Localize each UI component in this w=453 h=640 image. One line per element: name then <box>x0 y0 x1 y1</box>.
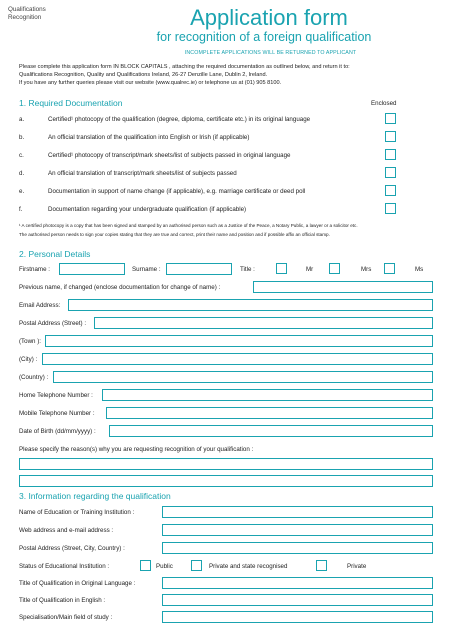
item-a-letter: a. <box>19 116 25 123</box>
status-public-label: Public <box>156 563 173 570</box>
org-line-2: Recognition <box>8 14 42 21</box>
item-d-checkbox[interactable] <box>385 167 396 178</box>
title-mr-checkbox[interactable] <box>276 263 287 274</box>
surname-field[interactable] <box>166 263 232 275</box>
town-field[interactable] <box>45 335 433 347</box>
footnote-2: The authorised person needs to sign your copies stating that they are true and correct, print their name and position and if possible affix an official stamp. <box>19 232 330 237</box>
dob-label: Date of Birth (dd/mm/yyyy) : <box>19 428 96 435</box>
item-b-checkbox[interactable] <box>385 131 396 142</box>
form-title-block <box>0 7 453 45</box>
institution-postal-field[interactable] <box>162 542 433 554</box>
item-f-text: Documentation regarding your undergraduate qualification (if applicable) <box>48 206 247 213</box>
status-private-label: Private <box>347 563 367 570</box>
mobile-phone-field[interactable] <box>106 407 433 419</box>
enclosed-label: Enclosed <box>371 100 397 107</box>
town-label: (Town ): <box>19 338 42 345</box>
email-label: Email Address: <box>19 302 61 309</box>
intro-line-1: Please complete this application form IN BLOCK CAPITALS , attaching the required documentation as outlined below, and return it to: <box>19 64 350 70</box>
reasons-label: Please specify the reason(s) why you are requesting recognition of your qualification : <box>19 446 254 453</box>
title-mr-label: Mr <box>306 266 314 273</box>
country-label: (Country) : <box>19 374 49 381</box>
incomplete-warning: INCOMPLETE APPLICATIONS WILL BE RETURNED TO APPLICANT <box>184 50 357 56</box>
mobile-phone-label: Mobile Telephone Number : <box>19 410 95 417</box>
item-c-text: Certified¹ photocopy of transcript/mark sheets/list of subjects passed in original language <box>48 152 291 159</box>
item-c-letter: c. <box>19 152 24 159</box>
postal-street-label: Postal Address (Street) : <box>19 320 87 327</box>
section-3-title: 3. Information regarding the qualification <box>19 491 171 501</box>
intro-text <box>19 63 439 87</box>
item-e-checkbox[interactable] <box>385 185 396 196</box>
title-english-label: Title of Qualification in English : <box>19 597 106 604</box>
title-mrs-label: Mrs <box>361 266 372 273</box>
reasons-field-2[interactable] <box>19 475 433 487</box>
status-label: Status of Educational Institution : <box>19 563 110 570</box>
specialisation-label: Specialisation/Main field of study : <box>19 614 113 621</box>
status-private-state-label: Private and state recognised <box>209 563 288 570</box>
footnote-1: ¹ A certified photocopy is a copy that has been signed and stamped by an authorised person such as a Justice of the Peace, a Notary Public, a lawyer or a solicitor etc. <box>19 223 358 228</box>
specialisation-field[interactable] <box>162 611 433 623</box>
status-private-state-checkbox[interactable] <box>191 560 202 571</box>
institution-field[interactable] <box>162 506 433 518</box>
form-subtitle: for recognition of a foreign qualification <box>156 30 372 44</box>
status-private-checkbox[interactable] <box>316 560 327 571</box>
institution-label: Name of Education or Training Institution : <box>19 509 135 516</box>
item-d-letter: d. <box>19 170 25 177</box>
surname-label: Surname : <box>132 266 161 273</box>
web-email-label: Web address and e-mail address : <box>19 527 114 534</box>
form-title: Application form <box>190 5 348 30</box>
item-a-text: Certified¹ photocopy of the qualification (degree, diploma, certificate etc.) in its original language <box>48 116 311 123</box>
city-field[interactable] <box>42 353 433 365</box>
reasons-field-1[interactable] <box>19 458 433 470</box>
email-field[interactable] <box>68 299 433 311</box>
item-e-letter: e. <box>19 188 25 195</box>
title-english-field[interactable] <box>162 594 433 606</box>
item-b-text: An official translation of the qualification into English or Irish (if applicable) <box>48 134 250 141</box>
item-f-letter: f. <box>19 206 23 213</box>
firstname-field[interactable] <box>59 263 125 275</box>
home-phone-field[interactable] <box>102 389 433 401</box>
title-label: Title : <box>240 266 255 273</box>
previous-name-label: Previous name, if changed (enclose documentation for change of name) : <box>19 284 221 291</box>
title-original-field[interactable] <box>162 577 433 589</box>
org-line-1: Qualifications <box>8 6 46 13</box>
status-public-checkbox[interactable] <box>140 560 151 571</box>
title-ms-checkbox[interactable] <box>384 263 395 274</box>
country-field[interactable] <box>53 371 433 383</box>
previous-name-field[interactable] <box>253 281 433 293</box>
home-phone-label: Home Telephone Number : <box>19 392 93 399</box>
dob-field[interactable] <box>109 425 433 437</box>
section-1-title: 1. Required Documentation <box>19 98 123 108</box>
postal-street-field[interactable] <box>94 317 433 329</box>
item-e-text: Documentation in support of name change (if applicable), e.g. marriage certificate or deed poll <box>48 188 306 195</box>
web-email-field[interactable] <box>162 524 433 536</box>
item-f-checkbox[interactable] <box>385 203 396 214</box>
item-a-checkbox[interactable] <box>385 113 396 124</box>
title-original-label: Title of Qualification in Original Language : <box>19 580 136 587</box>
title-mrs-checkbox[interactable] <box>329 263 340 274</box>
section-2-title: 2. Personal Details <box>19 249 91 259</box>
item-d-text: An official translation of transcript/mark sheets/list of subjects passed <box>48 170 237 177</box>
intro-line-2: Qualifications Recognition, Quality and Qualifications Ireland, 26-27 Denzille Lane, Dublin 2, Ireland. <box>19 72 268 78</box>
city-label: (City) : <box>19 356 38 363</box>
intro-line-3: If you have any further queries please visit our website (www.qualrec.ie) or telephone us at (01) 905 8100. <box>19 80 282 86</box>
firstname-label: Firstname : <box>19 266 50 273</box>
item-c-checkbox[interactable] <box>385 149 396 160</box>
item-b-letter: b. <box>19 134 25 141</box>
title-ms-label: Ms <box>415 266 424 273</box>
institution-postal-label: Postal Address (Street, City, Country) : <box>19 545 125 552</box>
